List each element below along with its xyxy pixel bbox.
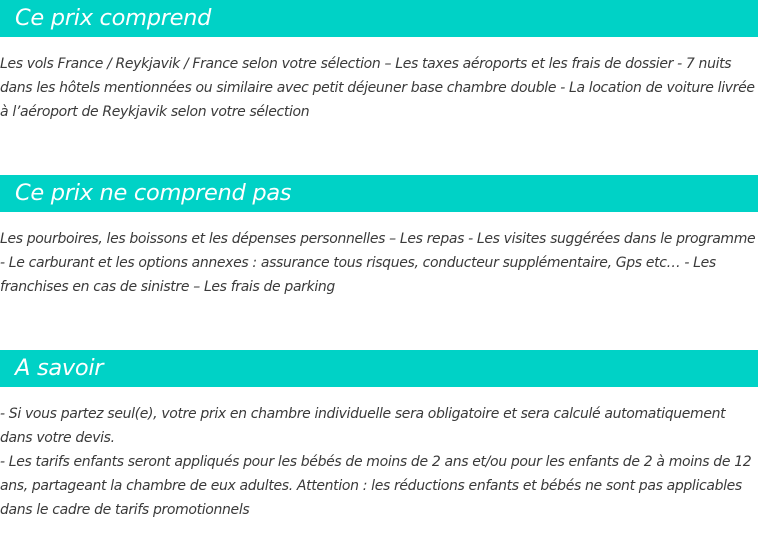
section-title: Ce prix ne comprend pas	[15, 180, 292, 207]
section-body	[0, 402, 758, 522]
section-paragraph: Les pourboires, les boissons et les dépenses personnelles – Les repas - Les visites suggérées dans le programme - Le carburant et les options annexes : assurance tous risques, conducteur supplémentaire, Gps etc… - Les franchises en cas de sinistre – Les frais de parking	[0, 231, 756, 295]
section-paragraph: - Si vous partez seul(e), votre prix en chambre individuelle sera obligatoire et sera calculé automatiquement dans votre devis.	[0, 406, 726, 446]
section-title: Ce prix comprend	[15, 5, 212, 32]
section-title: A savoir	[15, 355, 104, 382]
section-price-includes	[0, 0, 758, 124]
section-paragraph: Les vols France / Reykjavik / France selon votre sélection – Les taxes aéroports et les frais de dossier - 7 nuits dans les hôtels mentionnées ou similaire avec petit déjeuner base chambre double - La location de voiture livrée à l’aéroport de Reykjavik selon votre sélection	[0, 56, 755, 120]
section-price-excludes	[0, 175, 758, 299]
section-header	[0, 175, 758, 212]
section-header	[0, 350, 758, 387]
section-good-to-know	[0, 350, 758, 522]
section-body	[0, 227, 758, 299]
section-body	[0, 52, 758, 124]
section-paragraph: - Les tarifs enfants seront appliqués pour les bébés de moins de 2 ans et/ou pour les enfants de 2 à moins de 12 ans, partageant la chambre de eux adultes. Attention : les réductions enfants et bébés ne sont pas applicables dans le cadre de tarifs promotionnels	[0, 454, 752, 518]
section-header	[0, 0, 758, 37]
